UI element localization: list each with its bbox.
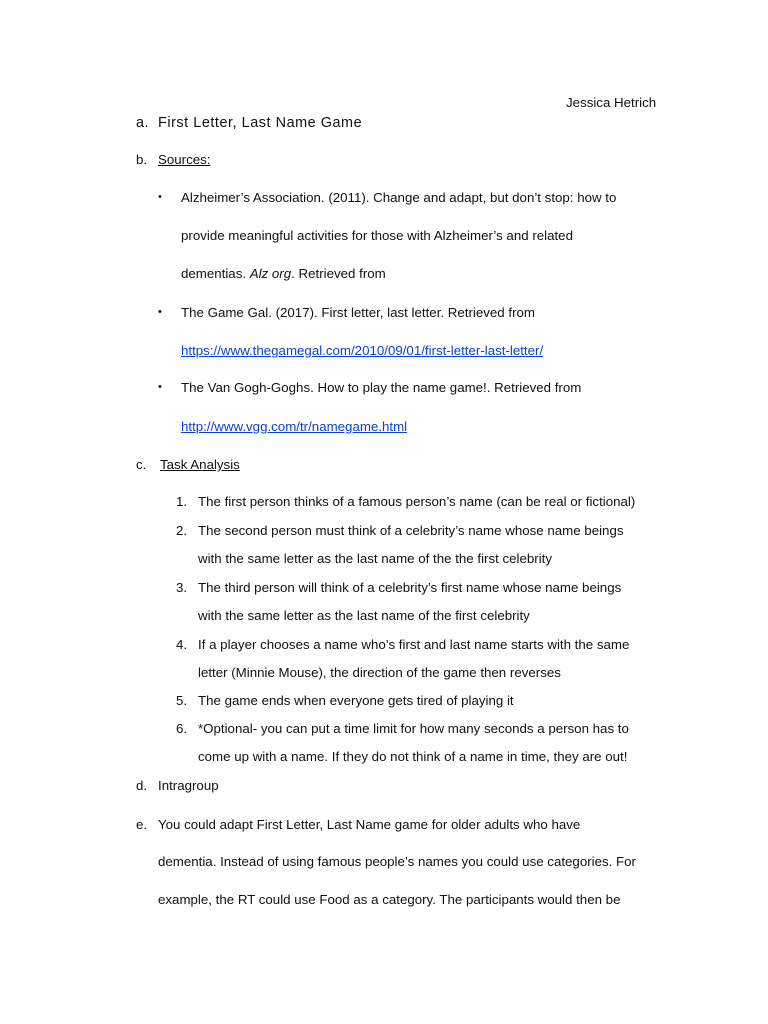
source-1-line-1: Alzheimer’s Association. (2011). Change and adapt, but don’t stop: how to: [181, 190, 617, 205]
source-2-link[interactable]: https://www.thegamegal.com/2010/09/01/first-letter-last-letter/: [181, 343, 544, 358]
step-4-number: 4.: [176, 637, 188, 652]
step-6-line-2: come up with a name. If they do not think of a name in time, they are out!: [198, 749, 628, 764]
source-3-line-1: The Van Gogh-Goghs. How to play the name game!. Retrieved from: [181, 380, 582, 395]
intragroup-text: Intragroup: [158, 778, 219, 793]
sources-heading: Sources:: [158, 152, 211, 167]
document-title: [136, 115, 362, 131]
task-analysis-heading: Task Analysis: [160, 457, 240, 472]
adaptation-line-1: You could adapt First Letter, Last Name game for older adults who have: [158, 817, 581, 832]
task-analysis-label: c.: [136, 457, 147, 472]
source-1-italic: Alz org: [249, 266, 292, 281]
source-2-line-1: The Game Gal. (2017). First letter, last letter. Retrieved from: [181, 305, 535, 320]
step-5-number: 5.: [176, 693, 188, 708]
sources-label: b.: [136, 152, 148, 167]
step-3-line-1: The third person will think of a celebrity’s first name whose name beings: [198, 580, 622, 595]
source-3-link[interactable]: http://www.vgg.com/tr/namegame.html: [181, 419, 408, 434]
title-label: a.: [136, 115, 150, 131]
step-3-number: 3.: [176, 580, 188, 595]
bullet-icon: •: [158, 381, 162, 393]
source-1-prefix: dementias.: [181, 266, 250, 281]
adaptation-label: e.: [136, 817, 148, 832]
author-name: Jessica Hetrich: [566, 95, 657, 110]
adaptation-line-3: example, the RT could use Food as a category. The participants would then be: [158, 892, 621, 907]
bullet-icon: •: [158, 306, 162, 318]
step-4-line-1: If a player chooses a name who’s first and last name starts with the same: [198, 637, 630, 652]
adaptation-line-2: dementia. Instead of using famous people’s names you could use categories. For: [158, 854, 636, 869]
step-2-line-1: The second person must think of a celebrity’s name whose name beings: [198, 523, 624, 538]
step-3-line-2: with the same letter as the last name of the first celebrity: [198, 608, 530, 623]
step-5-line-1: The game ends when everyone gets tired of playing it: [198, 693, 514, 708]
step-4-line-2: letter (Minnie Mouse), the direction of the game then reverses: [198, 665, 561, 680]
title-text: First Letter, Last Name Game: [158, 115, 363, 131]
step-2-number: 2.: [176, 523, 188, 538]
bullet-icon: •: [158, 191, 162, 203]
source-1-line-2: provide meaningful activities for those with Alzheimer’s and related: [181, 228, 573, 243]
source-1-line-3: [181, 266, 386, 281]
step-6-line-1: *Optional- you can put a time limit for how many seconds a person has to: [198, 721, 629, 736]
step-1-line-1: The first person thinks of a famous person’s name (can be real or fictional): [198, 494, 636, 509]
source-1-suffix: . Retrieved from: [291, 266, 386, 281]
step-6-number: 6.: [176, 721, 188, 736]
step-2-line-2: with the same letter as the last name of the the first celebrity: [198, 551, 553, 566]
intragroup-label: d.: [136, 778, 148, 793]
step-1-number: 1.: [176, 494, 188, 509]
